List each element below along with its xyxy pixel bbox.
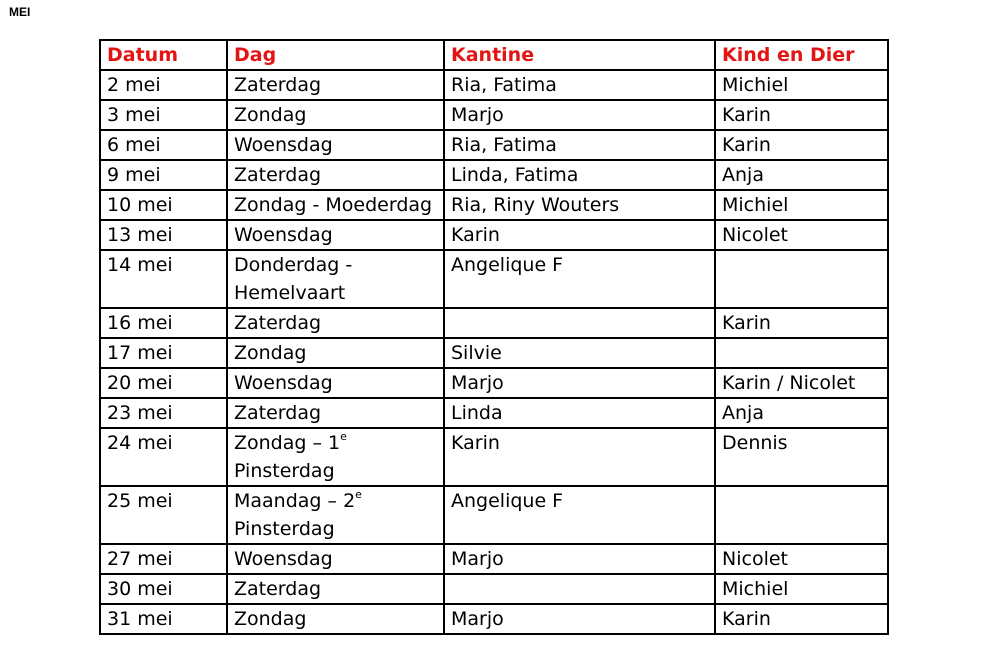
cell-kantine: Karin: [444, 220, 715, 250]
cell-kantine: Ria, Riny Wouters: [444, 190, 715, 220]
cell-dag: Woensdag: [227, 220, 444, 250]
cell-datum: 30 mei: [100, 574, 227, 604]
table-row: [100, 130, 888, 160]
cell-datum: 16 mei: [100, 308, 227, 338]
table-row: [100, 574, 888, 604]
cell-dag-superscript: e: [355, 487, 362, 501]
cell-datum: 24 mei: [100, 428, 227, 486]
cell-dag: Zaterdag: [227, 398, 444, 428]
cell-dag-text: Zondag – 1: [234, 432, 341, 454]
cell-datum: 6 mei: [100, 130, 227, 160]
table-row: [100, 486, 888, 544]
cell-dag-text: Maandag – 2: [234, 490, 356, 512]
cell-dag: Zondag: [227, 604, 444, 634]
cell-datum: 27 mei: [100, 544, 227, 574]
cell-dag: Zondag: [227, 100, 444, 130]
cell-kantine: Ria, Fatima: [444, 130, 715, 160]
cell-kantine: Silvie: [444, 338, 715, 368]
cell-kind-en-dier: Karin: [715, 604, 888, 634]
column-header-datum: Datum: [100, 40, 227, 70]
cell-kind-en-dier: [715, 250, 888, 308]
table-row: [100, 368, 888, 398]
cell-datum: 25 mei: [100, 486, 227, 544]
month-title: MEI: [9, 5, 31, 19]
cell-datum: 13 mei: [100, 220, 227, 250]
cell-datum: 10 mei: [100, 190, 227, 220]
table-row: [100, 428, 888, 486]
table-row: [100, 338, 888, 368]
cell-kantine: Marjo: [444, 604, 715, 634]
cell-dag: [227, 486, 444, 544]
cell-dag-continuation: Pinsterdag: [234, 518, 335, 540]
column-header-dag: Dag: [227, 40, 444, 70]
cell-kind-en-dier: Nicolet: [715, 220, 888, 250]
cell-kantine: Angelique F: [444, 486, 715, 544]
cell-kind-en-dier: Anja: [715, 160, 888, 190]
cell-dag: Zaterdag: [227, 574, 444, 604]
cell-kantine: Karin: [444, 428, 715, 486]
table-row: [100, 70, 888, 100]
cell-kind-en-dier: Dennis: [715, 428, 888, 486]
cell-kantine: Linda, Fatima: [444, 160, 715, 190]
cell-datum: 14 mei: [100, 250, 227, 308]
cell-datum: 3 mei: [100, 100, 227, 130]
table-row: [100, 160, 888, 190]
table-row: [100, 604, 888, 634]
cell-datum: 23 mei: [100, 398, 227, 428]
table-row: [100, 398, 888, 428]
cell-kind-en-dier: Nicolet: [715, 544, 888, 574]
cell-dag: Zaterdag: [227, 160, 444, 190]
cell-datum: 31 mei: [100, 604, 227, 634]
cell-kind-en-dier: Anja: [715, 398, 888, 428]
cell-kantine: Marjo: [444, 100, 715, 130]
table-row: [100, 220, 888, 250]
schedule-table: [99, 39, 889, 635]
cell-kind-en-dier: Michiel: [715, 190, 888, 220]
cell-kantine: Linda: [444, 398, 715, 428]
cell-kind-en-dier: [715, 338, 888, 368]
cell-kind-en-dier: [715, 486, 888, 544]
cell-dag: Zondag - Moederdag: [227, 190, 444, 220]
table-row: [100, 544, 888, 574]
cell-dag: Woensdag: [227, 130, 444, 160]
cell-kantine: Angelique F: [444, 250, 715, 308]
cell-kantine: Marjo: [444, 544, 715, 574]
cell-datum: 2 mei: [100, 70, 227, 100]
cell-kind-en-dier: Karin: [715, 130, 888, 160]
cell-dag-continuation: Pinsterdag: [234, 460, 335, 482]
cell-dag: [227, 428, 444, 486]
header-row: [100, 40, 888, 70]
cell-kind-en-dier: Michiel: [715, 70, 888, 100]
cell-kind-en-dier: Karin / Nicolet: [715, 368, 888, 398]
cell-dag: Donderdag - Hemelvaart: [227, 250, 444, 308]
cell-datum: 9 mei: [100, 160, 227, 190]
cell-dag-superscript: e: [340, 429, 347, 443]
cell-datum: 17 mei: [100, 338, 227, 368]
cell-kind-en-dier: Karin: [715, 100, 888, 130]
column-header-kantine: Kantine: [444, 40, 715, 70]
cell-dag: Woensdag: [227, 544, 444, 574]
column-header-kind-en-dier: Kind en Dier: [715, 40, 888, 70]
cell-dag: Zaterdag: [227, 70, 444, 100]
cell-kind-en-dier: Karin: [715, 308, 888, 338]
table-row: [100, 308, 888, 338]
cell-kind-en-dier: Michiel: [715, 574, 888, 604]
cell-datum: 20 mei: [100, 368, 227, 398]
cell-dag: Zondag: [227, 338, 444, 368]
cell-kantine: [444, 574, 715, 604]
cell-dag: Woensdag: [227, 368, 444, 398]
table-row: [100, 190, 888, 220]
cell-kantine: [444, 308, 715, 338]
cell-kantine: Ria, Fatima: [444, 70, 715, 100]
cell-kantine: Marjo: [444, 368, 715, 398]
table-row: [100, 250, 888, 308]
cell-dag: Zaterdag: [227, 308, 444, 338]
table-row: [100, 100, 888, 130]
